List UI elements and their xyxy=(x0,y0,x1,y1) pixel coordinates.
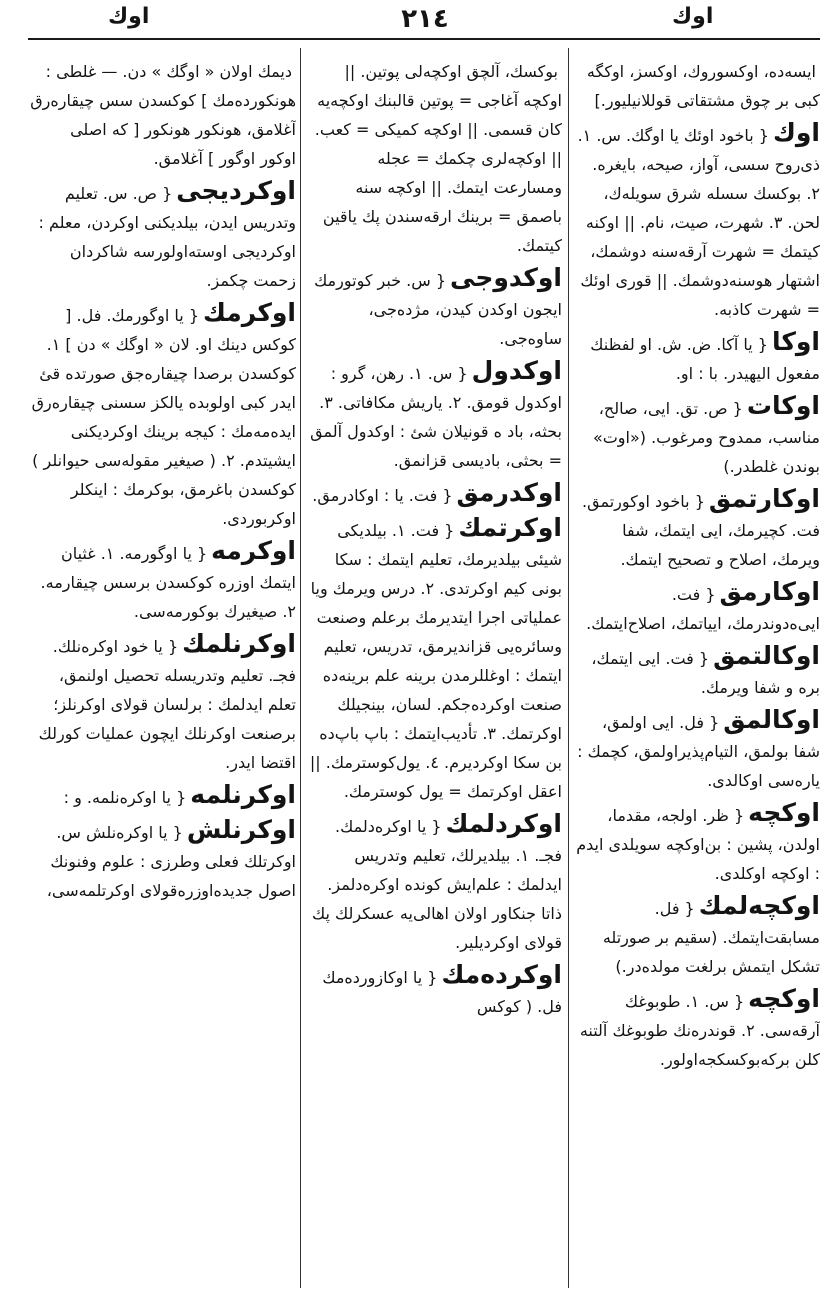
definition: { س. ١. رهن، گرو : اوكدول قومق. ٢. ياريش مكافاتى. ٣. بحثه، باد ه قونيلان شئ : اوكدول آلمق = بحثى، باديسى قزانمق. xyxy=(310,364,562,470)
definition: { يا اوگورمك. فل. [ كوكس دينك او. لان « اوگك » دن ] ١. كوكسدن برصدا چيقاره‌جق صورتده قئ ايدر كبى اولوبده يالكز سسنى چيقاره‌رق ايده‌مه‌مك : كيجه برينك اوكرديكنى ايشيتدم. ٢. ( صيغير مقوله‌سى حيوانلر ) كوكسدن باغرمق، بوكرمك : اينكلر اوكربوردى. xyxy=(31,306,296,528)
definition: { فل. مسابقت‌ايتمك. (سقيم بر صورتله تشكل ايتمش برلغت مولده‌در.) xyxy=(602,899,820,976)
headword: اوكات xyxy=(746,391,820,420)
definition: { يا اوكره‌دلمك. فجـ. ١. بيلديرلك، تعليم وتدريس ايدلمك : علم‌ايش كونده اوكره‌دلمز. ذاتا جنكاور اولان اهالى‌يه عسكرلك پك قولاى اوكرديلير. xyxy=(311,817,562,952)
definition: { يا اوكره‌نلمه. و : xyxy=(63,788,187,807)
definition: { يا اوگورمه. ١. غثيان ايتمك اوزره كوكسدن برسس چيقارمه. ٢. صيغيرك بوكورمه‌سى. xyxy=(40,544,296,621)
definition: { يا اوكازورده‌مك فل. ( كوكس xyxy=(322,968,562,1016)
dictionary-entry xyxy=(306,263,562,353)
definition: { فت. ١. بيلديكى شيئى بيلديرمك، تعليم ايتمك : سكا بونى كيم اوكرتدى. ٢. درس ويرمك ويا عملياتى اجرا ايتديرمك برعلم وصنعت وسائره‌يى قزانديرمق، تدريس، تعليم ايتمك : اوغللرمدن برينه علم برينه‌ده صنعت اوكرده‌جكم. لسان، بينجيلك اوكرتمك. ٣. تأديب‌ايتمك : باپ باپ‌ده بن سكا اوكرديرم. ٤. يول‌كوسترمك. || اعقل اوكرتمك = يول كوسترمك. xyxy=(309,521,562,801)
dictionary-entry xyxy=(574,118,820,324)
definition: { يا آكا. ض. ش. او لفظنك مفعول اليهيدر. با : او. xyxy=(590,335,820,383)
headword: اوكدوجى xyxy=(450,263,562,292)
headword: اوكارتمق xyxy=(708,484,820,513)
dictionary-entry xyxy=(574,798,820,888)
headword: اوكچه xyxy=(748,798,820,827)
headword: اوكالتمق xyxy=(713,641,820,670)
dictionary-column-middle xyxy=(306,54,562,1294)
dictionary-entry xyxy=(306,960,562,1021)
dictionary-column-left xyxy=(30,54,296,1294)
headword: اوكردلمك xyxy=(445,809,562,838)
definition: { ظر. اولجه، مقدما، اولدن، پشين : بن‌اوكچه سويلدى ايدم : اوكچه اوكلدى. xyxy=(576,806,820,883)
headword: اوكرمك xyxy=(203,298,296,327)
headword: اوكارمق xyxy=(719,577,820,606)
headword: اوك xyxy=(772,118,820,147)
dictionary-entry xyxy=(30,815,296,905)
headword: اوكرنلمك xyxy=(182,629,296,658)
definition: { ص. تق. ايى، صالح، مناسب، ممدوح ومرغوب. («اوت» بوندن غلطدر.) xyxy=(592,399,820,476)
headword: اوكدرمق xyxy=(456,478,562,507)
headword: اوكرمه xyxy=(211,536,296,565)
dictionary-entry xyxy=(574,327,820,388)
definition: { فت. ايى ايتمك، بره و شفا ويرمك. xyxy=(591,649,820,697)
headword: اوكرده‌مك xyxy=(441,960,562,989)
header-rule xyxy=(28,38,820,40)
running-head-left: اوك xyxy=(108,4,150,29)
definition: { باخود اوئك يا اوگك. س. ١. ذى‌روح سسى، آواز، صيحه، بايغره. ٢. بوكسك سسله شرق سويله‌ك، لحن. ٣. شهرت، صيت، نام. || اوكنه كيتمك = شهرت آرقه‌سنه دوشمك، اشتهار هوسنه‌دوشمك. || قورى اوئك = شهرت كاذبه. xyxy=(577,126,820,319)
page-header xyxy=(0,0,840,40)
definition: { باخود اوكورتمق. فت. كچيرمك، ايى ايتمك، شفا ويرمك، اصلاح و تصحيح ايتمك. xyxy=(582,492,820,569)
dictionary-column-right xyxy=(574,54,820,1294)
headword: اوكچه xyxy=(748,984,820,1013)
definition: ديمك اولان « اوگك » دن. — غلطى : هونكورده‌مك ] كوكسدن سس چيقاره‌رق آغلامق، هونكور هونكور [ كه اصلى اوكور اوگور ] آغلامق. xyxy=(30,62,296,168)
dictionary-entry xyxy=(306,356,562,475)
headword: اوكا xyxy=(771,327,820,356)
dictionary-entry xyxy=(574,577,820,638)
definition: بوكسك، آلچق اوكچه‌لى پوتين. || اوكچه آغاجى = پوتين قالبنك اوكچه‌يه كان قسمى. || اوكچه كميكى = كعب. || اوكچه‌لرى چكمك = عجله ومسارعت ايتمك. || اوكچه سنه باصمق = برينك ارقه‌سندن پك ياقين كيتمك. xyxy=(314,62,562,255)
headword: اوكدول xyxy=(471,356,562,385)
dictionary-entry xyxy=(574,54,820,115)
definition: { يا خود اوكره‌نلك. فجـ. تعليم وتدريسله تحصيل اولنمق، تعلم ايدلمك : برلسان قولاى اوكرنلز؛ برصنعت اوكرنلك ايچون عمليات كورلك اقتضا ايدر. xyxy=(38,637,296,772)
column-divider xyxy=(300,48,301,1288)
dictionary-entry xyxy=(30,176,296,295)
dictionary-entry xyxy=(574,484,820,574)
definition: { فت. يا : اوكادرمق. xyxy=(312,486,453,505)
dictionary-entry xyxy=(30,54,296,173)
dictionary-entry xyxy=(306,809,562,957)
definition: { فل. ايى اولمق، شفا بولمق، التيام‌پذيراولمق، كچمك : ياره‌سى اوكالدى. xyxy=(577,713,820,790)
headword: اوكالمق xyxy=(723,705,820,734)
headword: اوكرنلمه xyxy=(190,780,296,809)
definition: { س. ١. طوبوغك آرقه‌سى. ٢. قوندره‌نك طوبوغك آلتنه كلن بركه‌بوكسكجه‌اولور. xyxy=(579,992,820,1069)
dictionary-entry xyxy=(306,513,562,806)
definition: { فت. ايى‌ه‌دوندرمك، ايياتمك، اصلاح‌ايتمك. xyxy=(586,585,820,633)
dictionary-entry xyxy=(30,298,296,533)
headword: اوكرنلش xyxy=(186,815,296,844)
dictionary-entry xyxy=(574,641,820,702)
dictionary-entry xyxy=(574,891,820,981)
definition: { يا اوكره‌نلش س. اوكرتلك فعلى وطرزى : علوم وفنونك اصول جديده‌اوزره‌قولاى اوكرتلمه‌سى، xyxy=(46,823,296,900)
definition: { ص. س. تعليم وتدريس ايدن، بيلديكنى اوكردن، معلم : اوكرديجى اوسته‌اولورسه شاكردان زحمت چكمز. xyxy=(38,184,296,290)
definition: { س. خبر كوتورمك ايجون اوكدن كيدن، مژده‌جى، ساوه‌جى. xyxy=(314,271,562,348)
dictionary-entry xyxy=(30,536,296,626)
dictionary-entry xyxy=(30,629,296,777)
page-number: ٢١٤ xyxy=(401,4,449,34)
headword: اوكرديجى xyxy=(176,176,296,205)
running-head-right: اوك xyxy=(672,4,714,29)
dictionary-entry xyxy=(574,391,820,481)
definition: ايسه‌ده، اوكسوروك، اوكسز، اوكگه كبى بر چوق مشتقاتى قوللانيليور.] xyxy=(586,62,820,110)
column-divider xyxy=(568,48,569,1288)
dictionary-entry xyxy=(306,478,562,510)
dictionary-entry xyxy=(306,54,562,260)
dictionary-entry xyxy=(30,780,296,812)
headword: اوكرتمك xyxy=(458,513,562,542)
dictionary-entry xyxy=(574,705,820,795)
dictionary-entry xyxy=(574,984,820,1074)
headword: اوكچه‌لمك xyxy=(698,891,820,920)
